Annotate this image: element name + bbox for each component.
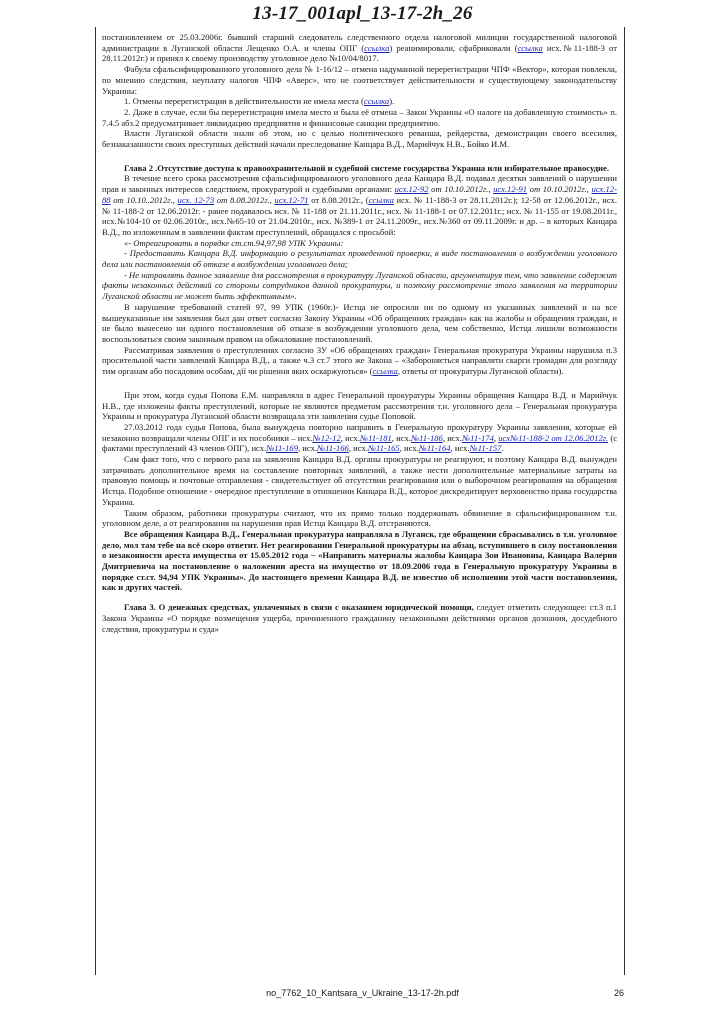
chapter-heading: Глава 2 .Отсутствие доступа к правоохранительной и судебной системе государства Украина или избирательное правосудие. [124,162,609,173]
footer-filename: no_7762_10_Kantsara_v_Ukraine_13-17-2h.pdf [266,988,459,998]
paragraph: Глава 3. О денежных средствах, уплаченных в связи с оказанием юридической помощи, следует отметить следующее: ст.3 п.1 Закона Украины «О порядке возмещения ущерба, причиненного гражданину незаконными действиями органов дознания, досудебного следствия, прокуратуры и суда» [102,602,617,634]
document-body [102,32,617,972]
reference-link[interactable]: №11-181 [359,432,392,443]
reference-link[interactable]: №11-164 [418,443,451,454]
paragraph: В течение всего срока рассмотрения сфальсифицированного уголовного дела Канцара В.Д. подавал десятки заявлений о нарушении прав и законных интересов следствием, прокуратурой и судебными органами: исх.12-92 от 10.10.2012г., исх.12-91 от 10.10.2012г., исх.12-88 от 10.10..2012г., исх. 12-73 от 8.08.2012г., исх.12-71 от 8.08.2012г., (ссылка исх. № 11-188-3 от 28.11.2012г.); 12-58 от 12.06.2012г., исх. № 11-188-2 от 12.06.2012г. - ранее подавалось исх. № 11-188 от 21.11.2011г., исх. № 11-188-1 от 07.12.2011г.; исх. № 11-155 от 19.08.2011г., исх.№104-10 от 02.06.2010г., исх.№65-10 от 21.04.2010г., исх. №389-1 от 24.11.2009г., исх.№360 от 09.11.2009г. и др. – в которых Канцара В.Д., по изложенным в заявлении фактам преступлений, обращался с просьбой: [102,173,617,237]
page-number: 26 [614,988,625,998]
paragraph: В нарушение требований статей 97, 99 УПК (1960г.)- Истца не опросили ни по одному из указанных заявлений и на все вышеуказанные им заявления был дан ответ согласно Закону Украины «Об обращениях граждан» как на жалобы и обращения граждан, и не было вынесено ни одного постановления об отказе в возбуждении уголовного дела, чем собственно, Истца лишили возможности воспользоваться своим законным правом на обжалование постановлений. [102,301,617,344]
reference-link[interactable]: ссылка [517,42,543,53]
paragraph: 1. Отмены перерегистрации в действительности не имела места (ссылка). [124,96,395,107]
quote-line: «- Отреагировать в порядке ст.ст.94,97,98 УПК Украины: [124,237,344,248]
reference-link[interactable]: №11-169 [266,443,298,454]
reference-link[interactable]: ссылка [363,96,390,107]
quote-line: - Не направлять данное заявление для рассмотрения в прокуратуру Луганской области, аргументируя тем, что заявление содержит факты незаконных действий со стороны сотрудников данной прокуратуры, и поэтому рассмотрение этого заявления на территории Луганской области не может быть эффективным». [102,269,617,302]
paragraph: Рассматривая заявления о преступлениях согласно ЗУ «Об обращениях граждан» Генеральная прокуратура Украины нарушила п.3 просительной части заявлений Канцара В.Д., а также ч.3 ст.7 этого же Закона – «Забороняється направляти скарги громадян для розгляду тим органам або посадовим особам, дії чи рішення яких оскаржуються» (ссылка, ответы от прокуратуры Луганской области). [102,344,617,377]
paragraph: Власти Луганской области знали об этом, но с целью политического реванша, рейдерства, демонстрации своего всесилия, безнаказанности своих преступных действий начали преследование Канцара В.Д., Марийчук Н.В., Бойко И.М. [102,128,617,150]
paragraph: Сам факт того, что с первого раза на заявления Канцара В.Д. органы прокуратуры не реагируют, и поэтому Канцара В.Д. вынужден затрачивать дополнительное время на составление повторных заявлений, а также нести дополнительные материальные затраты на правовую помощь и почтовые отправления - свидетельствует об отсутствии реагирования или о выборочном реагирования на обращения Истца. Подобное отношение - очередное преступление в отношении Канцара В.Д., которое дискредитирует верховенство права государства Украина. [102,454,617,507]
quote-line: - Предоставить Канцара В.Д. информацию о результатах проведенной проверки, в виде постановления о возбуждении уголовного дела или постановления об отказе в возбуждении уголовного дела; [102,248,617,270]
paragraph-bold: Все обращения Канцара В.Д., Генеральная прокуратура направляла в Луганск, где обращении сбрасывались в т.н. уголовное дело, мол там тебе на всё скоро ответит. Нет реагировании Генеральной прокуратуры на абзац, вступившего в силу постановления о незаконности ареста имущества от 15.05.2012 года – «Направить материалы жалобы Канцара Зои Ивановны, Канцара Валерия Дмитриевича на постановление о наложении ареста на имущество от 18.09.2006 года в Генеральную прокуратуру Украины в порядке ст.ст. 94,94 УПК Украины». До настоящего времени Канцара В.Д. не известно об исполнении этой части постановления, как и других частей. [102,528,617,593]
paragraph: Таким образом, работники прокуратуры считают, что их прямо только поддерживать обвинение в сфальсифицированном т.н. уголовном деле, а от реагирования на нарушения прав Истца Канцара В.Д. отстраняются. [102,507,617,529]
reference-link[interactable]: исх№11-188-2 от 12.06.2012г. [498,432,609,443]
paragraph: Фабула сфальсифицированного уголовного дела № 1-16/12 – отмена надуманной перерегистрации ЧПФ «Вектор», которая повлекла, по мнению следствия, неуплату налогов ЧПФ «Аверс», что не соответствует действительности и существующему законодательству Украины: [102,64,617,96]
reference-link[interactable]: исх.12-91 [493,184,528,195]
reference-link[interactable]: №11-174 [461,432,494,443]
reference-link[interactable]: №11-165 [367,443,400,454]
page-title: 13-17_001apl_13-17-2h_26 [252,3,473,24]
reference-link[interactable]: ссылка [372,366,398,377]
paragraph: постановлением от 25.03.2006г. бывший старший следователь следственного отдела налоговой милиции государственной налоговой администрации в Луганской области Лещенко О.А. и члены ОПГ (ссылка) реанимировали, сфабриковали (ссылка исх.№11-188-3 от 28.11.2012г.) и принял к своему производству уголовное дело №10/04/8017. [102,32,617,64]
paragraph: При этом, когда судья Попова Е.М. направляла в адрес Генеральной прокуратуры Украины обращения Канцара В.Д. и Марийчук Н.В., где изложены факты преступлений, которые не являются предметом рассмотрения т.н. уголовного дела – Генеральная прокуратура Украины и прокуратура Луганской области возвращала эти заявления судье Поповой. [102,389,617,422]
chapter-heading: Глава 3. О денежных средствах, уплаченных в связи с оказанием юридической помощи, [124,602,474,613]
reference-link[interactable]: исх. 12-73 [177,194,215,205]
reference-link[interactable]: №11-186 [410,432,443,443]
reference-link[interactable]: ссылка [364,42,390,53]
reference-link[interactable]: исх.12-92 [394,184,429,195]
reference-link[interactable]: ссылка [368,194,394,205]
reference-link[interactable]: №11-157 [469,443,502,454]
reference-link[interactable]: №12-12 [312,432,341,443]
paragraph: 27.03.2012 года судья Попова, была вынуждена повторно направить в Генеральную прокуратуру Украины заявления, которые ей незаконно возвращали члены ОПГ и их пособники – исх.№12-12, исх.№11-181, исх.№11-186, исх.№11-174, исх№11-188-2 от 12.06.2012г. (с фактами преступлений 43 членов ОПГ), исх.№11-169, исх.№11-166, исх.№11-165, исх.№11-164, исх.№11-157. [102,421,617,454]
reference-link[interactable]: исх.12-71 [274,194,309,205]
reference-link[interactable]: исх.12-88 [102,184,617,205]
reference-link[interactable]: №11-166 [317,443,349,454]
paragraph: 2. Даже в случае, если бы перерегистрация имела место и была её отмена – Закон Украины «О налоге на добавленную стоимость» п. 7.4.5 абз.2 предусматривает ликвидацию предприятия и финансовые санкции предприятию. [102,106,617,128]
